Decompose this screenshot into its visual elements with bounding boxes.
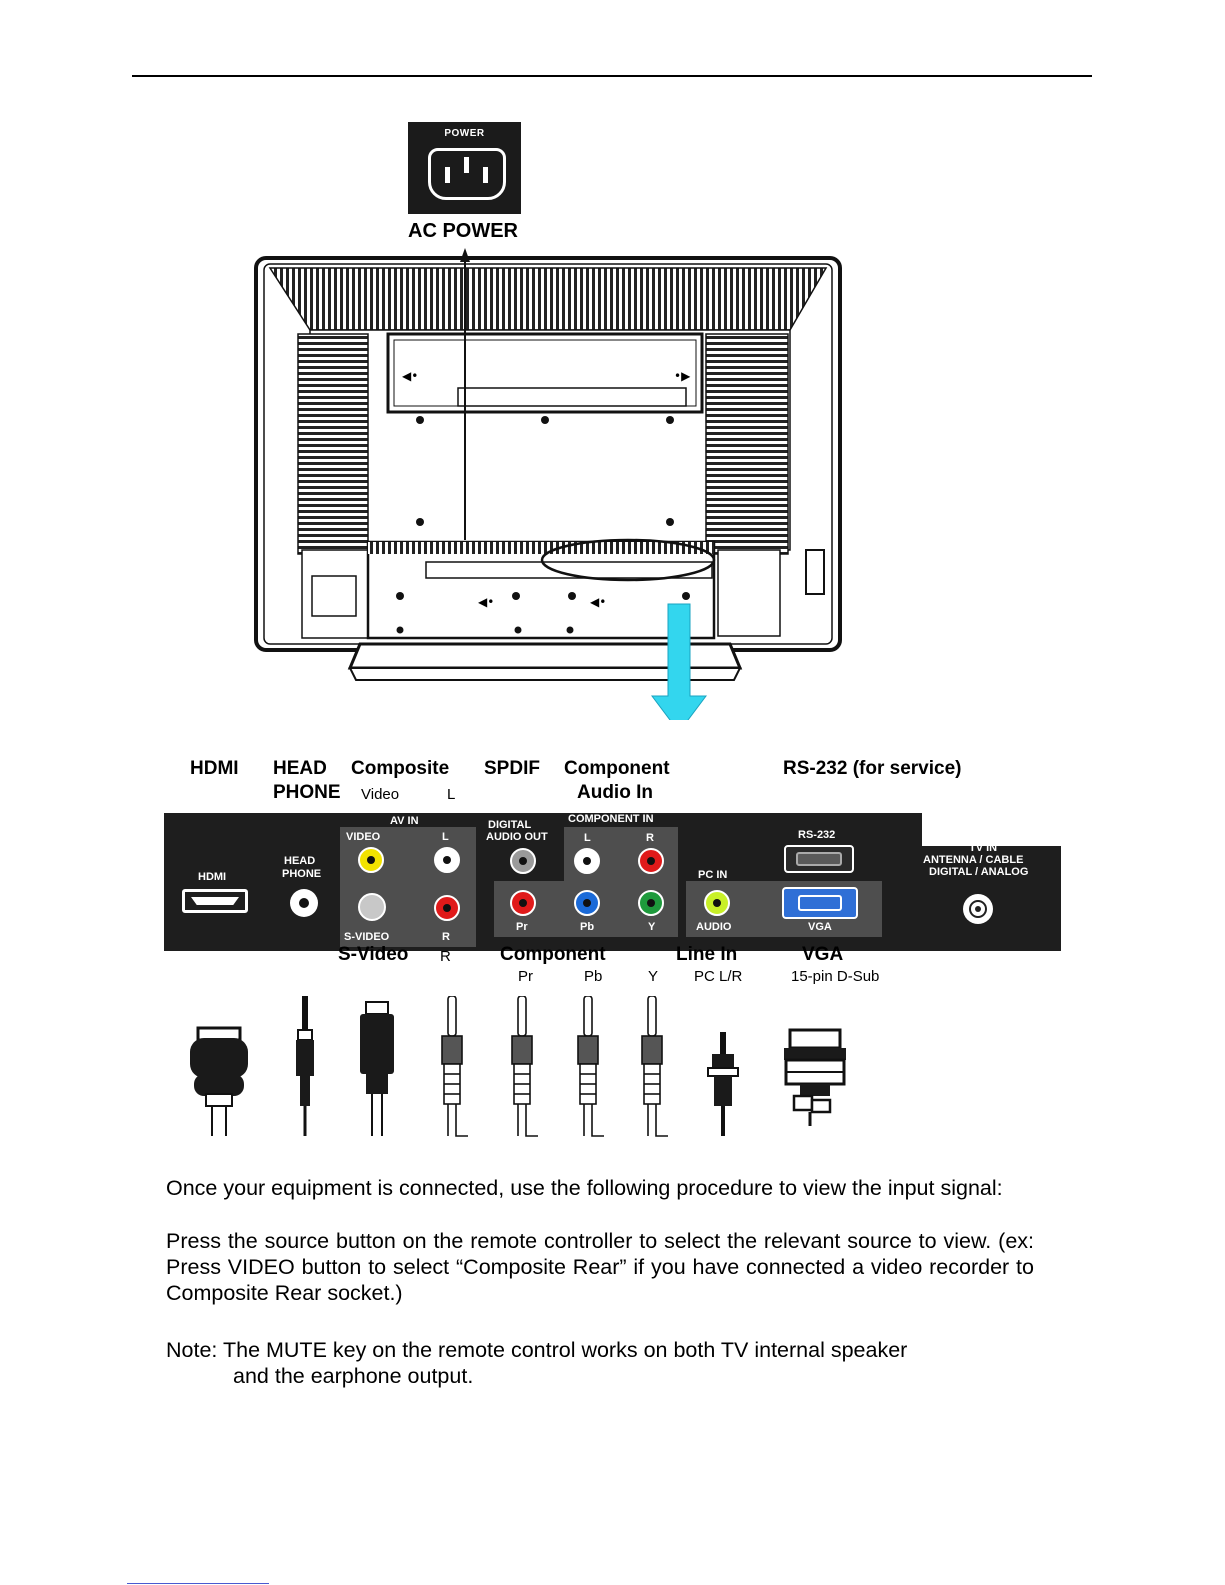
- instruction-paragraph-2: Press the source button on the remote controller to select the relevant source to view. (ex: Press VIDEO button to select “Composite Rear” if you have connected a video recorder to Composite Rear socket.): [166, 1229, 1034, 1305]
- callout-pc-lr: PC L/R: [694, 968, 743, 985]
- component-pb-icon: [574, 890, 600, 916]
- panel-label-video: VIDEO: [346, 831, 381, 843]
- panel-label-pr: Pr: [516, 921, 528, 933]
- callout-y: Y: [648, 968, 659, 985]
- panel-label-audio: AUDIO: [696, 921, 732, 933]
- headphone-plug-icon: [296, 996, 314, 1136]
- panel-label-comp-r: R: [646, 832, 654, 844]
- composite-video-jack-icon: [358, 847, 384, 873]
- tv-rear-illustration: [250, 240, 850, 720]
- pc-audio-jack-icon: [704, 890, 730, 916]
- callout-composite-video: Video: [361, 786, 400, 803]
- callout-phone: PHONE: [273, 782, 341, 803]
- callout-audio-in: Audio In: [577, 782, 653, 803]
- rear-connector-panel: [164, 813, 922, 951]
- panel-label-tv-in: TV IN: [969, 842, 998, 854]
- panel-label-svideo: S-VIDEO: [344, 931, 390, 943]
- svg-text:◀•: ◀•: [590, 595, 607, 609]
- callout-composite: Composite: [351, 758, 450, 779]
- component-y-icon: [638, 890, 664, 916]
- headphone-jack-icon: [290, 889, 318, 917]
- audio-r-jack-icon: [434, 895, 460, 921]
- instruction-paragraph-1: Once your equipment is connected, use the following procedure to view the input signal:: [166, 1176, 1003, 1200]
- panel-label-hdmi: HDMI: [198, 871, 227, 883]
- component-pr-icon: [510, 890, 536, 916]
- panel-label-comp-l: L: [584, 832, 591, 844]
- cable-illustrations: [180, 996, 860, 1146]
- audio-l-jack-icon: [434, 847, 460, 873]
- rca-plug-icons: [442, 996, 668, 1136]
- callout-dsub: 15-pin D-Sub: [791, 968, 880, 985]
- svg-text:◀•: ◀•: [402, 369, 419, 383]
- panel-label-av-l: L: [442, 831, 449, 843]
- panel-label-pc-in: PC IN: [698, 869, 728, 881]
- callout-hdmi: HDMI: [190, 758, 239, 779]
- rs232-port-icon: [784, 845, 854, 873]
- vga-plug-icon: [784, 1030, 846, 1126]
- callout-r: R: [440, 948, 451, 965]
- iec-socket-icon: [428, 148, 506, 200]
- spdif-jack-icon: [510, 848, 536, 874]
- note-line-1: Note: The MUTE key on the remote control works on both TV internal speaker: [166, 1338, 908, 1362]
- panel-label-antenna: ANTENNA / CABLE: [923, 854, 1024, 866]
- av-in-group: [340, 827, 476, 947]
- footer-link-rule: [127, 1583, 269, 1584]
- svideo-jack-icon: [358, 893, 386, 921]
- panel-label-component-in: COMPONENT IN: [568, 813, 654, 825]
- component-audio-l-icon: [574, 848, 600, 874]
- hdmi-port-icon: [182, 889, 248, 913]
- power-label: POWER: [444, 128, 485, 139]
- panel-label-digital: DIGITAL: [488, 819, 532, 831]
- panel-label-rs232: RS-232: [798, 829, 836, 841]
- line-in-plug-icon: [708, 1032, 738, 1136]
- callout-pr: Pr: [518, 968, 533, 985]
- component-audio-r-icon: [638, 848, 664, 874]
- callout-component: Component: [500, 944, 606, 965]
- tv-in-panel: [921, 842, 1061, 951]
- panel-label-head: HEAD: [284, 855, 316, 867]
- ac-power-caption: AC POWER: [408, 220, 518, 242]
- svg-text:•▶: •▶: [674, 369, 691, 383]
- panel-label-phone: PHONE: [282, 868, 322, 880]
- panel-label-vga: VGA: [808, 921, 832, 933]
- note-line-2: and the earphone output.: [233, 1364, 474, 1388]
- callout-composite-l: L: [447, 786, 456, 803]
- panel-label-digital-analog: DIGITAL / ANALOG: [929, 866, 1029, 878]
- panel-label-pb: Pb: [580, 921, 595, 933]
- vga-port-icon: [782, 887, 858, 919]
- callout-component-audio: Component: [564, 758, 670, 779]
- callout-svideo: S-Video: [338, 944, 409, 965]
- panel-label-audio-out: AUDIO OUT: [486, 831, 548, 843]
- callout-head: HEAD: [273, 758, 327, 779]
- panel-label-av-r: R: [442, 931, 450, 943]
- power-socket-inset: [408, 122, 521, 214]
- callout-line-in: Line In: [676, 944, 738, 965]
- callout-rs232: RS-232 (for service): [783, 758, 962, 779]
- hdmi-cable-icon: [190, 1028, 248, 1136]
- panel-label-y: Y: [648, 921, 656, 933]
- svg-text:◀•: ◀•: [478, 595, 495, 609]
- antenna-jack-icon: [963, 894, 993, 924]
- callout-vga: VGA: [802, 944, 844, 965]
- callout-pb: Pb: [584, 968, 603, 985]
- svideo-plug-icon: [360, 1002, 394, 1136]
- header-rule: [132, 75, 1092, 77]
- callout-spdif: SPDIF: [484, 758, 540, 779]
- panel-label-av-in: AV IN: [390, 815, 419, 827]
